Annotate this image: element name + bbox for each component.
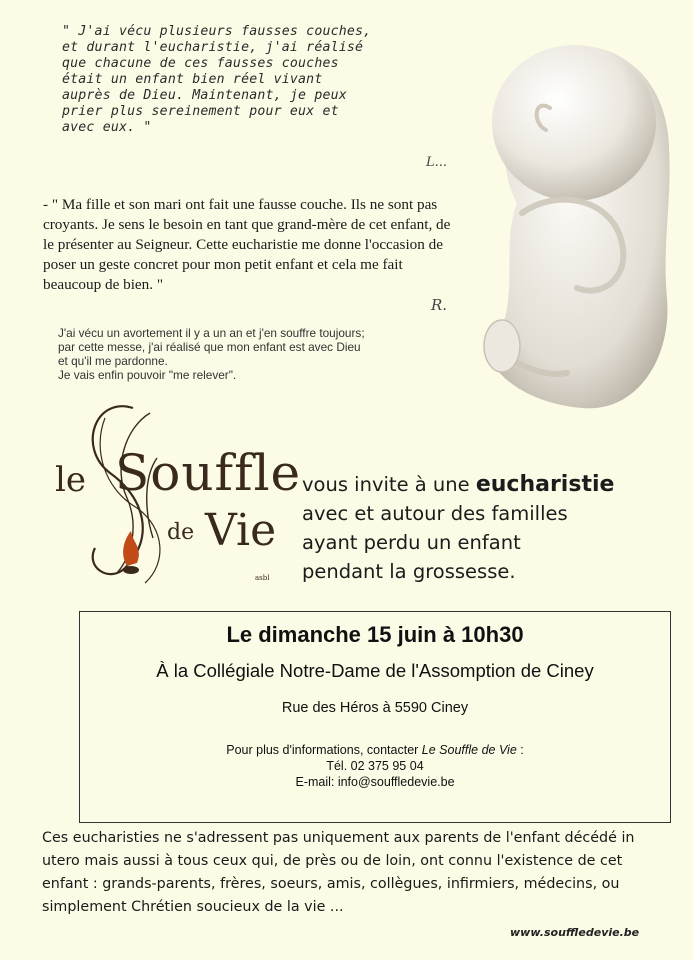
event-date: Le dimanche 15 juin à 10h30	[226, 622, 524, 647]
invitation-line-2: avec et autour des familles	[302, 502, 568, 525]
flame-icon	[123, 531, 139, 566]
testimony-3: J'ai vécu un avortement il y a un an et j'en souffre toujours; par cette messe, j'ai réalisé que mon enfant est avec Dieu et qu'il me pardonne. Je vais enfin pouvoir "me relever".	[58, 326, 365, 382]
logo-souffle-de-vie	[55, 388, 302, 593]
event-contact	[80, 742, 670, 790]
contact-line: Pour plus d'informations, contacter Le Souffle de Vie :	[226, 743, 524, 757]
website-url: www.souffledevie.be	[510, 926, 640, 939]
logo-asbl: asbl	[255, 574, 270, 582]
logo-word-de: de	[167, 520, 195, 545]
contact-organization: Le Souffle de Vie	[421, 743, 517, 757]
logo-word-le: le	[55, 460, 86, 500]
contact-email: E-mail: info@souffledevie.be	[295, 775, 455, 789]
invitation-eucharistie: eucharistie	[475, 472, 615, 497]
contact-phone: Tél. 02 375 95 04	[326, 759, 424, 773]
testimony-2-signature: R.	[431, 296, 448, 314]
testimony-1: " J'ai vécu plusieurs fausses couches, et durant l'eucharistie, j'ai réalisé que chacune de ces fausses couches était un enfant bien réel vivant auprès de Dieu. Maintenant, je peux prier plus sereinement pour eux et avec eux. "	[62, 24, 372, 135]
event-place: À la Collégiale Notre-Dame de l'Assomption de Ciney	[156, 660, 594, 681]
footer-text: Ces eucharisties ne s'adressent pas uniquement aux parents de l'enfant décédé in utero mais aussi à tous ceux qui, de près ou de loin, ont connu l'existence de cet enfant : grands-parents, frères, soeurs, amis, collègues, infirmiers, médecins, ou simplement Chrétien soucieux de la vie ...	[42, 830, 635, 915]
event-details-box	[79, 611, 671, 823]
invitation-line-3: ayant perdu un enfant	[302, 531, 521, 554]
testimony-2: - " Ma fille et son mari ont fait une fausse couche. Ils ne sont pas croyants. Je sens le besoin en tant que grand-mère de cet enfant, de le présenter au Seigneur. Cette eucharistie me donne l'occasion de poser un geste concret pour mon petit enfant et cela me fait beaucoup de bien. "	[43, 196, 451, 293]
invitation-text	[302, 470, 682, 586]
invitation-line-1: vous invite à une eucharistie	[302, 472, 615, 497]
invitation-line-4: pendant la grossesse.	[302, 560, 516, 583]
event-street: Rue des Héros à 5590 Ciney	[281, 700, 469, 716]
embryo-illustration	[462, 28, 680, 418]
testimony-1-signature: L...	[426, 155, 448, 170]
logo-word-souffle: Souffle	[115, 444, 302, 502]
logo-word-vie: Vie	[205, 505, 277, 556]
